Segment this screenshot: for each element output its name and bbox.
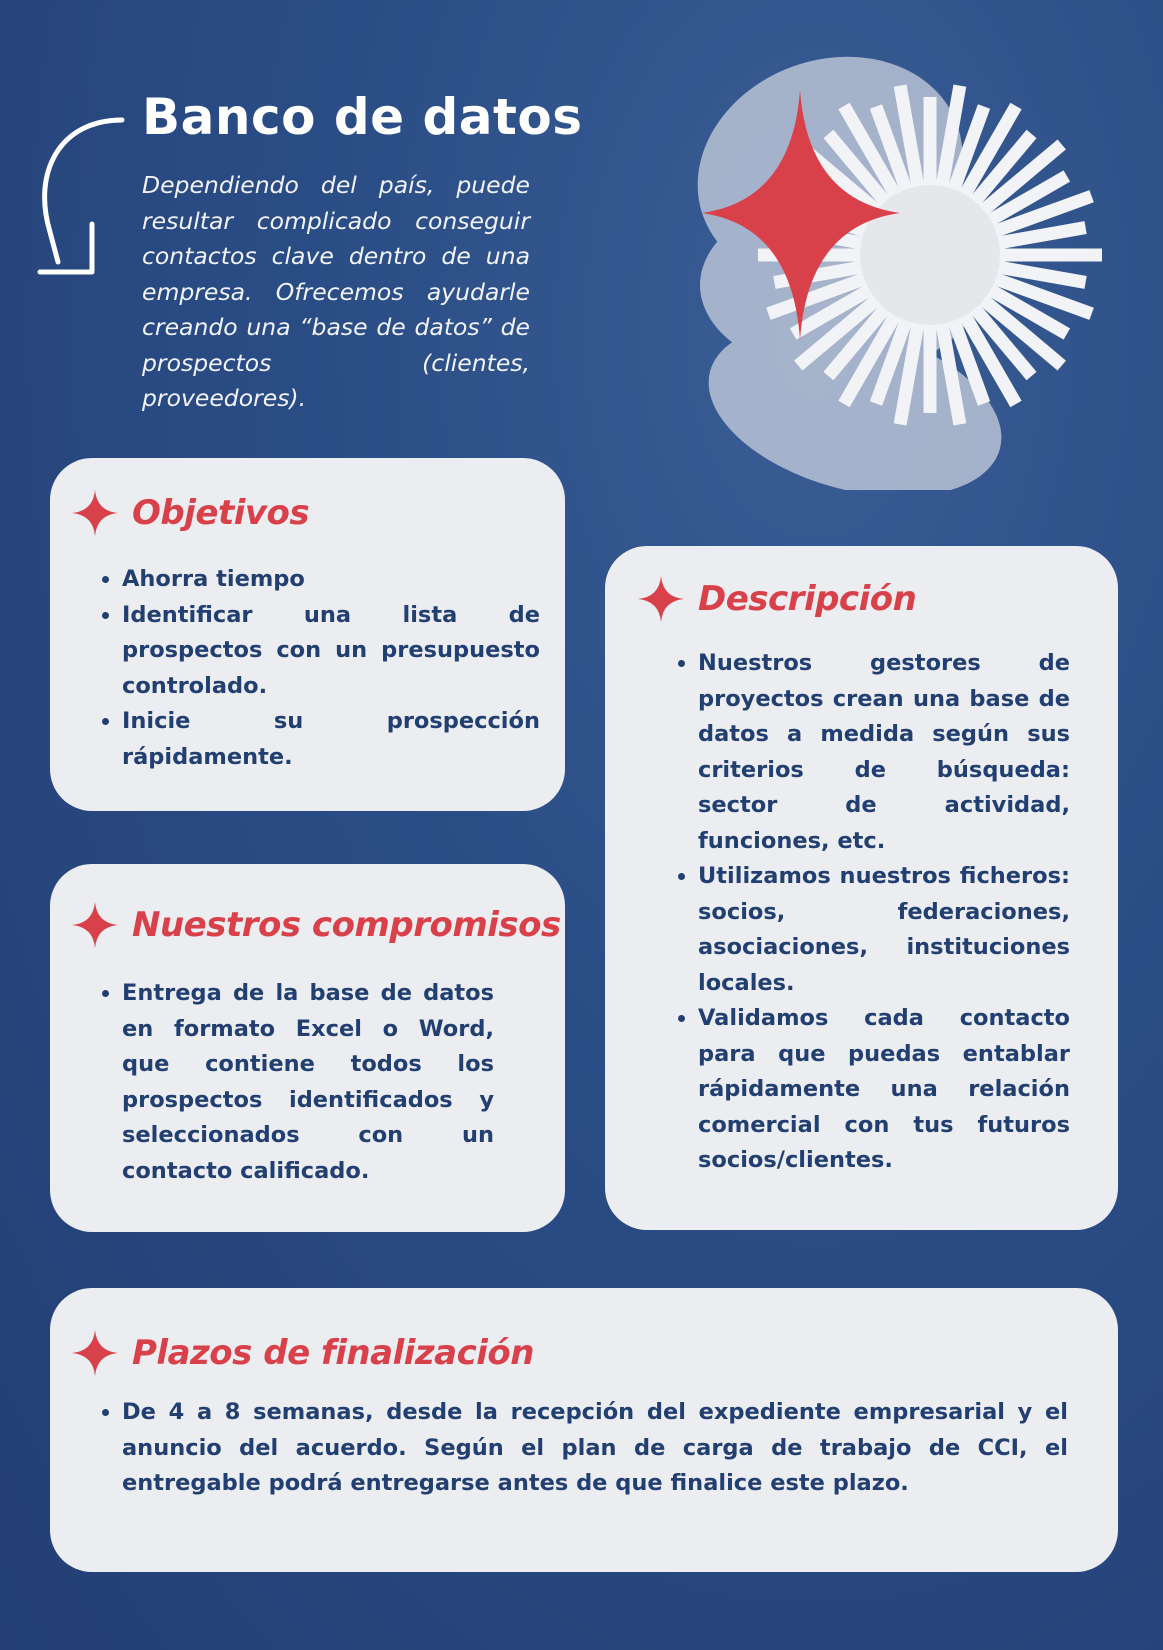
page-title: Banco de datos: [142, 88, 583, 146]
list-item: • Nuestros gestores de proyectos crean una base de datos a medida según sus criterios de búsqueda: sector de actividad, funciones, etc.: [698, 646, 1070, 859]
descripcion-heading: [634, 572, 916, 626]
list-item: • Identificar una lista de prospectos con un presupuesto controlado.: [122, 598, 540, 705]
section-title-plazos: Plazos de finalización: [132, 1333, 534, 1373]
compromisos-list: [96, 976, 494, 1189]
descripcion-list: [672, 646, 1070, 1179]
list-item: • Utilizamos nuestros ficheros: socios, federaciones, asociaciones, instituciones locales.: [698, 859, 1070, 1001]
compromisos-heading: [68, 898, 561, 952]
intro-text: Dependiendo del país, puede resultar complicado conseguir contactos clave dentro de una empresa. Ofrecemos ayudarle creando una “base de datos” de prospectos (clientes, proveedores).: [142, 171, 530, 412]
list-item: • Entrega de la base de datos en formato Excel o Word, que contiene todos los prospectos identificados y seleccionados con un contacto calificado.: [122, 976, 494, 1189]
list-item: • Validamos cada contacto para que puedas entablar rápidamente una relación comercial con tus futuros socios/clientes.: [698, 1001, 1070, 1179]
list-item: • Ahorra tiempo: [122, 562, 540, 598]
objetivos-list: [96, 562, 540, 775]
sparkle-icon: [68, 486, 122, 540]
plazos-list: [96, 1395, 1068, 1502]
section-title-descripcion: Descripción: [698, 579, 917, 619]
section-title-compromisos: Nuestros compromisos: [132, 905, 561, 945]
objetivos-heading: [68, 486, 309, 540]
sparkle-icon: [634, 572, 688, 626]
section-title-objetivos: Objetivos: [132, 493, 310, 533]
sparkle-icon: [68, 1326, 122, 1380]
curved-arrow-icon: [30, 112, 130, 282]
list-item: • De 4 a 8 semanas, desde la recepción del expediente empresarial y el anuncio del acuerdo. Según el plan de carga de trabajo de CCI, el entregable podrá entregarse antes de que finalice este plazo.: [122, 1395, 1068, 1502]
sunburst-illustration: [690, 50, 1120, 490]
plazos-heading: [68, 1326, 534, 1380]
list-item: • Inicie su prospección rápidamente.: [122, 704, 540, 775]
sparkle-icon: [68, 898, 122, 952]
